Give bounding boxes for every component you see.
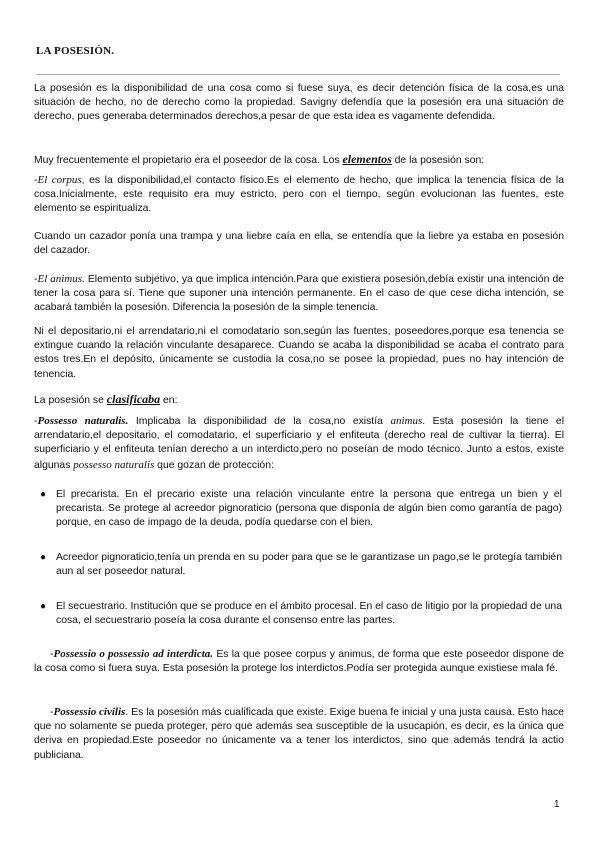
clasificaba-text-after: en: — [160, 395, 178, 406]
depositario-paragraph: Ni el depositario,ni el arrendatario,ni el comodatario son,según las fuentes, poseedores,porque esa tenencia se extingue cuando la relación vinculante desaparece. Cuando se acaba la disponibilidad se acaba el contrato para estos tres.En el depósito, únicamente se custodia la cosa,no se posee la propiedad, pues no hay intención de tenencia. — [34, 326, 564, 380]
civilis-text: . Es la posesión más cualificada que existe. Exige buena fe inicial y una justa causa. Esto hace que no solamente se pueda proteger, pero que además sea susceptible de la usucapión, es decir, es la única que deriva en propiedad.Este poseedor no únicamente va a tener los interdictos, sino que además tendrá la actio publiciana. — [34, 707, 564, 761]
cazador-paragraph: Cuando un cazador ponía una trampa y una liebre caía en ella, se entendía que la liebre ya estaba en posesión del cazador. — [34, 231, 564, 257]
naturalis-text-2: . Esta posesión la tiene el arrendatario,el depositario, el comodatario, el superficiario y el enfiteuta (derecho real de cultivar la tierra). El superficiario y el enfiteuta tenían derecho a un interdicto,pero no poseían de modo técnico. Junto a estos, existe algunas — [34, 416, 565, 471]
corpus-term: El corpus — [37, 174, 82, 186]
clasificaba-paragraph — [34, 392, 564, 408]
naturalis-text-1: Implicaba la disponibilidad de la cosa,no existía — [128, 416, 391, 427]
elementos-text-before: Muy frecuentemente el propietario era el poseedor de la cosa. Los — [34, 155, 343, 166]
animus-dash: - — [34, 274, 38, 285]
clasificaba-text-before: La posesión se — [34, 395, 107, 406]
page-number: 1 — [554, 799, 560, 810]
bullet-item-acreedor — [40, 551, 562, 579]
naturalis-possesso-word: possesso naturalis — [73, 458, 155, 471]
elementos-text-after: de la posesión son: — [391, 155, 485, 166]
civilis-term: Possessio civilis — [53, 706, 126, 718]
bullet-icon: ● — [40, 601, 47, 612]
ad-interdicta-term: Possessio o possessio ad interdicta. — [53, 648, 214, 660]
ad-interdicta-dash: - — [50, 649, 54, 660]
bullet-item-secuestrario — [40, 600, 562, 628]
naturalis-text-3: que gozan de protección: — [154, 459, 274, 471]
bullet-text: Acreedor pignoraticio,tenía un prenda en su poder para que se le garantizase un pago,se le protegía también aun al ser poseedor natural. — [56, 552, 562, 578]
elementos-paragraph — [34, 152, 564, 168]
ad-interdicta-paragraph — [34, 647, 564, 676]
animus-paragraph — [34, 272, 564, 316]
civilis-paragraph — [34, 705, 564, 763]
intro-paragraph: La posesión es la disponibilidad de una cosa como si fuese suya, es decir detención física de la cosa,es una situación de hecho, no de derecho como la propiedad. Savigny defendía que la posesión era una situación de derecho, pues generaba determinados derechos,a pesar de que esta idea es vagamente defendida. — [34, 83, 564, 123]
bullet-text: El precarista. En el precario existe una relación vinculante entre la persona que entrega un bien y el precarista. Se protege al acreedor pignoraticio (persona que disponía de algún bien como garantía de pago) porque, en caso de impago de la deuda, podía quedarse con el bien. — [56, 489, 562, 529]
document-title: LA POSESIÓN. — [36, 45, 115, 57]
naturalis-dash: - — [34, 416, 38, 427]
bullet-icon: ● — [40, 489, 47, 500]
bullet-icon: ● — [40, 552, 47, 563]
animus-text: Elemento subjetivo, ya que implica intención.Para que existiera posesión,debía existir una intención de tener la cosa para sí. Tiene que suponer una intención permanente. En el caso de que cese dicha intención, se acabará también la posesión. Diferencia la posesión de la simple tenencia. — [34, 274, 565, 314]
naturalis-paragraph — [34, 414, 564, 473]
keyword-elementos: elementos — [342, 152, 392, 166]
civilis-dash: - — [50, 707, 54, 718]
corpus-paragraph — [34, 173, 564, 217]
bullet-text: El secuestrario. Institución que se produce en el ámbito procesal. En el caso de litigio por la propiedad de una cosa, el secuestrario poseía la cosa durante el consenso entre las partes. — [56, 601, 562, 627]
corpus-text: , es la disponibilidad,el contacto físico.Es el elemento de hecho, que implica la tenencia física de la cosa.Inicialmente, este requisito era muy estricto, pero con el tiempo, según evolucionan las fuentes, este elemento se espiritualiza. — [34, 175, 564, 215]
bullet-item-precarista — [40, 488, 562, 531]
naturalis-animus-word: animus — [390, 415, 423, 427]
corpus-dash: - — [34, 175, 38, 186]
keyword-clasificaba: clasificaba — [106, 392, 161, 406]
ad-interdicta-text: Es la que posee corpus y animus, de forma que este poseedor dispone de la cosa como si fuera suya. Esta posesión la protege los interdictos.Podía ser protegida aunque existiese mala fé. — [34, 649, 565, 675]
naturalis-term: Possesso naturalis. — [37, 415, 129, 427]
title-divider — [36, 74, 560, 75]
animus-term: El animus. — [37, 273, 85, 285]
